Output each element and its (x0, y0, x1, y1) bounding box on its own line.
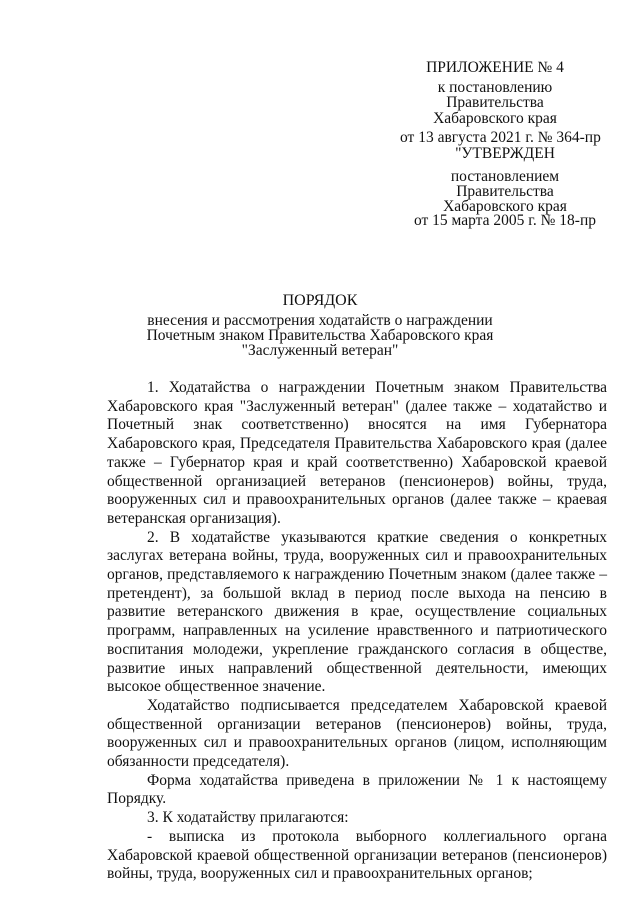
document-subtitle-line1: внесения и рассмотрения ходатайств о награждении (147, 312, 493, 329)
paragraph-4: Форма ходатайства приведена в приложении № 1 к настоящему Порядку. (107, 771, 607, 808)
appendix-to-resolution: к постановлению (437, 79, 553, 96)
appendix-number: ПРИЛОЖЕНИЕ № 4 (426, 59, 564, 76)
appendix-date-number: от 13 августа 2021 г. № 364-пр (400, 129, 601, 146)
document-body (107, 379, 607, 884)
appendix-government: Правительства (446, 94, 544, 111)
approved-region: Хабаровского края (443, 198, 567, 215)
paragraph-5: 3. К ходатайству прилагаются: (147, 809, 349, 827)
document-title: ПОРЯДОК (282, 292, 358, 309)
paragraph-1: 1. Ходатайства о награждении Почетным знаком Правительства Хабаровского края "Заслуженный ветеран" (далее также – ходатайство и Почетный знак соответственно) вносятся на имя Губернатора Хабаровского края, Председателя Правительства Хабаровского края (далее также – Губернатор края и край соответственно) Хабаровской краевой общественной организацией ветеранов (пенсионеров) войны, труда, вооруженных сил и правоохранительных органов (далее также – краевая ветеранская организация). (107, 379, 607, 527)
paragraph-6: - выписка из протокола выборного коллегиального органа Хабаровской краевой общественной организации ветеранов (пенсионеров) войны, труда, вооруженных сил и правоохранительных органов; (107, 827, 607, 883)
appendix-region: Хабаровского края (433, 110, 557, 127)
approved-date-number: от 15 марта 2005 г. № 18-пр (413, 212, 597, 229)
document-subtitle-line2: Почетным знаком Правительства Хабаровского края (146, 327, 494, 344)
approved-label: "УТВЕРЖДЕН (455, 145, 555, 162)
approved-government: Правительства (456, 183, 554, 200)
document-subtitle-line3: "Заслуженный ветеран" (241, 342, 399, 359)
paragraph-2: 2. В ходатайстве указываются краткие сведения о конкретных заслугах ветерана войны, труда, вооруженных сил и правоохранительных органов, представляемого к награждению Почетным знаком (далее также – претендент), за большой вклад в период после выхода на пенсию в развитие ветеранского движения в крае, осуществление социальных программ, направленных на усиление нравственного и патриотического воспитания молодежи, укрепление гражданского согласия в обществе, развитие иных направлений общественной деятельности, имеющих высокое общественное значение. (107, 528, 607, 696)
paragraph-3: Ходатайство подписывается председателем Хабаровской краевой общественной организации ветеранов (пенсионеров) войны, труда, вооруженных сил и правоохранительных органов (лицом, исполняющим обязанности председателя). (107, 696, 607, 771)
approved-resolution: постановлением (450, 168, 560, 185)
